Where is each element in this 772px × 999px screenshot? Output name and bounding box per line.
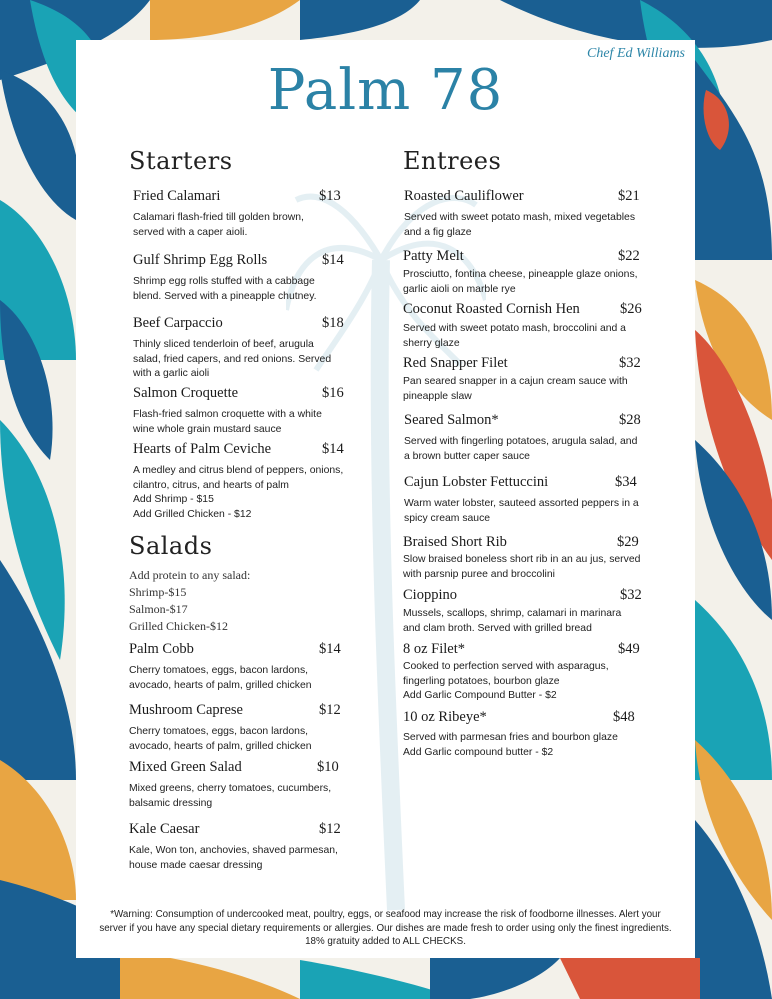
item-name: Fried Calamari xyxy=(133,188,221,204)
item-name: Mushroom Caprese xyxy=(129,702,243,718)
menu-item xyxy=(403,248,643,297)
menu-item xyxy=(403,355,643,404)
item-price: $26 xyxy=(620,301,642,317)
menu-item xyxy=(133,315,343,382)
item-description: Flash-fried salmon croquette with a white wine whole grain mustard sauce xyxy=(133,409,322,435)
item-description: Cherry tomatoes, eggs, bacon lardons, avocado, hearts of palm, grilled chicken xyxy=(129,726,312,752)
item-price: $32 xyxy=(619,355,641,371)
item-name: Kale Caesar xyxy=(129,821,200,837)
item-price: $21 xyxy=(618,188,640,204)
item-name: Hearts of Palm Ceviche xyxy=(133,441,272,457)
item-price: $22 xyxy=(618,248,640,264)
item-name: Cajun Lobster Fettuccini xyxy=(404,474,549,490)
item-price: $14 xyxy=(322,441,344,457)
item-name: Roasted Cauliflower xyxy=(404,188,524,204)
item-description: Served with fingerling potatoes, arugula salad, and a brown butter caper sauce xyxy=(404,436,638,462)
item-price: $13 xyxy=(319,188,341,204)
item-description: Calamari flash-fried till golden brown, served with a caper aioli. xyxy=(133,212,304,238)
item-price: $32 xyxy=(620,587,642,603)
item-description: A medley and citrus blend of peppers, onions, cilantro, citrus, and hearts of palm xyxy=(133,465,344,491)
item-price: $18 xyxy=(322,315,344,331)
item-price: $49 xyxy=(618,641,640,657)
item-addon: Add Garlic Compound Butter - $2 xyxy=(403,690,557,701)
protein-option: Salmon-$17 xyxy=(129,602,188,616)
menu-item xyxy=(133,441,348,522)
menu-item xyxy=(403,641,641,704)
menu-item xyxy=(129,821,341,873)
item-description: Shrimp egg rolls stuffed with a cabbage blend. Served with a pineapple chutney. xyxy=(133,276,317,302)
item-name: Red Snapper Filet xyxy=(403,355,508,371)
menu-item xyxy=(133,385,343,437)
menu-item xyxy=(403,587,641,636)
item-description: Mixed greens, cherry tomatoes, cucumbers, balsamic dressing xyxy=(129,783,332,809)
item-description: Cooked to perfection served with asparagus, fingerling potatoes, bourbon glaze xyxy=(403,661,609,687)
item-name: 10 oz Ribeye* xyxy=(403,709,487,725)
protein-option: Shrimp-$15 xyxy=(129,585,187,599)
item-description: Thinly sliced tenderloin of beef, arugula salad, fried capers, and red onions. Served with a garlic aioli xyxy=(133,339,332,379)
item-name: Coconut Roasted Cornish Hen xyxy=(403,301,580,317)
menu-item xyxy=(403,534,641,582)
item-description: Served with sweet potato mash, broccolini and a sherry glaze xyxy=(403,323,626,349)
protein-note-title: Add protein to any salad: xyxy=(129,568,251,582)
item-name: Braised Short Rib xyxy=(403,534,507,550)
item-price: $16 xyxy=(322,385,344,401)
item-description: Warm water lobster, sauteed assorted peppers in a spicy cream sauce xyxy=(404,498,639,524)
item-description: Served with sweet potato mash, mixed vegetables and a fig glaze xyxy=(404,212,636,238)
item-description: Served with parmesan fries and bourbon glaze xyxy=(403,732,618,743)
menu-item xyxy=(404,474,640,526)
item-name: 8 oz Filet* xyxy=(403,641,466,657)
item-price: $12 xyxy=(319,702,341,718)
entrees-heading: Entrees xyxy=(403,147,502,175)
menu-item xyxy=(129,702,341,754)
item-addon: Add Garlic compound butter - $2 xyxy=(403,746,554,758)
menu-item xyxy=(404,188,644,240)
item-name: Mixed Green Salad xyxy=(129,759,242,775)
item-description: Slow braised boneless short rib in an au jus, served with parsnip puree and broccolini xyxy=(403,554,641,580)
item-description: Cherry tomatoes, eggs, bacon lardons, avocado, hearts of palm, grilled chicken xyxy=(129,665,312,691)
disclaimer-line: server if you have any special dietary requirements or allergies. Our dishes are made fresh to order using only the finest ingredients. xyxy=(99,922,672,934)
menu-item xyxy=(129,759,341,811)
item-addon: Add Shrimp - $15 xyxy=(133,494,214,505)
item-name: Patty Melt xyxy=(403,248,464,264)
item-addon: Add Grilled Chicken - $12 xyxy=(133,508,252,520)
item-price: $10 xyxy=(317,759,339,775)
item-price: $28 xyxy=(619,412,641,428)
gratuity-note: 18% gratuity added to ALL CHECKS. xyxy=(305,936,466,947)
salads-heading: Salads xyxy=(129,532,213,560)
menu-item xyxy=(129,641,341,693)
menu-item xyxy=(133,188,341,240)
disclaimer-line: *Warning: Consumption of undercooked meat, poultry, eggs, or seafood may increase the risk of foodborne illnesses. Alert your xyxy=(110,909,661,920)
item-name: Salmon Croquette xyxy=(133,385,239,401)
item-price: $14 xyxy=(322,252,344,268)
item-name: Beef Carpaccio xyxy=(133,315,223,331)
menu-item xyxy=(403,301,643,351)
chef-credit: Chef Ed Williams xyxy=(587,46,685,61)
item-price: $48 xyxy=(613,709,635,725)
item-price: $34 xyxy=(615,474,637,490)
menu-item xyxy=(404,412,644,464)
item-name: Seared Salmon* xyxy=(404,412,499,428)
menu-card xyxy=(76,40,695,958)
menu-item xyxy=(403,709,641,760)
item-price: $14 xyxy=(319,641,341,657)
item-price: $29 xyxy=(617,534,639,550)
protein-option: Grilled Chicken-$12 xyxy=(129,619,228,633)
item-name: Cioppino xyxy=(403,587,457,603)
item-name: Gulf Shrimp Egg Rolls xyxy=(133,252,268,268)
item-description: Pan seared snapper in a cajun cream sauce with pineapple slaw xyxy=(403,376,628,402)
item-description: Kale, Won ton, anchovies, shaved parmesan, house made caesar dressing xyxy=(129,845,338,871)
item-description: Mussels, scallops, shrimp, calamari in marinara and clam broth. Served with grilled bread xyxy=(403,608,622,634)
item-description: Prosciutto, fontina cheese, pineapple glaze onions, garlic aioli on marble rye xyxy=(403,269,638,295)
menu-item xyxy=(133,252,343,304)
item-price: $12 xyxy=(319,821,341,837)
restaurant-title: Palm 78 xyxy=(267,58,504,123)
footer-disclaimer xyxy=(86,908,685,949)
item-name: Palm Cobb xyxy=(129,641,194,657)
starters-heading: Starters xyxy=(129,147,233,175)
protein-note xyxy=(129,567,250,635)
